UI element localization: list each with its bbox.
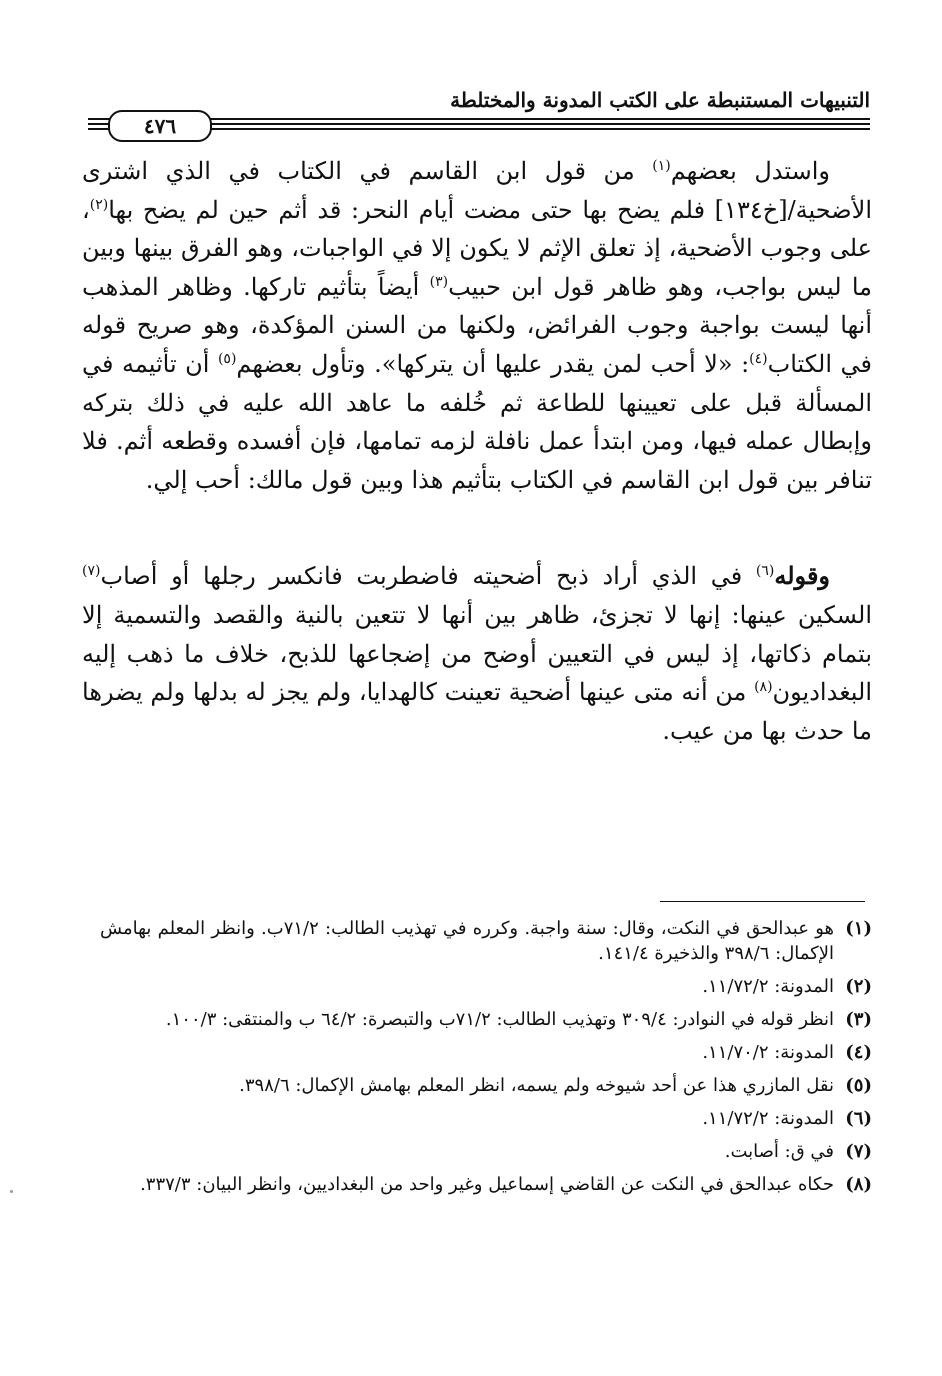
footnote (100, 1172, 872, 1197)
page-number: ٤٧٦ (108, 110, 212, 142)
text-run: ، على وجوب الأضحية، إذ تعلق الإثم لا يكون إلا في الواجبات، وهو الفرق بينها وبين ما ليس بواجب، وهو ظاهر قول ابن حبيب (82, 195, 872, 301)
footnote-number: (٧) (845, 1141, 872, 1162)
footnote-number: (٨) (845, 1174, 872, 1195)
footnote-ref[interactable]: (٤) (749, 350, 768, 367)
footnote-ref[interactable]: (٦) (755, 563, 775, 580)
paragraph (82, 152, 872, 499)
main-text (82, 152, 872, 750)
footnote (100, 1007, 872, 1032)
paragraph (82, 557, 872, 750)
footnote-ref[interactable]: (٣) (429, 273, 449, 290)
footnote (100, 1073, 872, 1098)
footnote-ref[interactable]: (٢) (89, 196, 109, 213)
footnote (100, 974, 872, 999)
footnote-number: (٤) (845, 1042, 872, 1063)
footnote-number: (٥) (845, 1075, 872, 1096)
text-run: من أنه متى عينها أضحية تعينت كالهدايا، ولم يجز له بدلها ولم يضرها ما حدث بها من عيب. (82, 678, 872, 745)
footnotes-list (100, 916, 872, 1205)
page-header (88, 88, 870, 138)
footnote (100, 1040, 872, 1065)
footnote-text: نقل المازري هذا عن أحد شيوخه ولم يسمه، انظر المعلم بهامش الإكمال: ٣٩٨/٦. (239, 1075, 834, 1096)
footnote-ref[interactable]: (٥) (217, 350, 237, 367)
footnote-text: في ق: أصابت. (724, 1141, 834, 1162)
footnote-text: المدونة: ١١/٧٢/٢. (702, 976, 834, 997)
footnote-text: المدونة: ١١/٧٠/٢. (702, 1042, 834, 1063)
text-run: أيضاً بتأثيم تاركها. وظاهر المذهب أنها ليست بواجبة وجوب الفرائض، ولكنها من السنن المؤكدة، وهو صريح قوله في الكتاب (82, 272, 872, 378)
running-title: التنبيهات المستنبطة على الكتب المدونة والمختلطة (450, 88, 870, 112)
footnote-text: انظر قوله في النوادر: ٣٠٩/٤ وتهذيب الطالب: ٧١/٢ب والتبصرة: ٦٤/٢ ب والمنتقى: ١٠٠/٣. (165, 1009, 834, 1030)
footnote-number: (١) (845, 918, 872, 939)
footnote (100, 916, 872, 966)
footnote-text: المدونة: ١١/٧٢/٢. (702, 1108, 834, 1129)
text-run: السكين عينها: إنها لا تجزئ، ظاهر بين أنها لا تتعين بالنية والقصد والتسمية إلا بتمام ذكاتها، إذ ليس في التعيين أوضح من إضجاعها للذبح، خلاف ما ذهب إليه البغداديون (82, 600, 873, 707)
footnote-ref[interactable]: (١) (652, 158, 671, 174)
text-run: أن تأثيمه في المسألة قبل على تعيينها للطاعة ثم خُلفه ما عاهد الله عليه في ذلك بتركه وإبطال عمله فيها، ومن ابتدأ عمل نافلة لزمه تمامها، فإن أفسده وقطعه أثم. فلا تنافر بين قول ابن القاسم في الكتاب بتأثيم هذا وبين قول مالك: أحب إلي. (82, 349, 872, 494)
text-run: : «لا أحب لمن يقدر عليها أن يتركها». وتأول بعضهم (236, 349, 750, 378)
scan-artifact (10, 1190, 13, 1193)
footnote-ref[interactable]: (٧) (82, 563, 101, 580)
text-run: واستدل بعضهم (670, 157, 830, 185)
footnote-text: حكاه عبدالحق في النكت عن القاضي إسماعيل وغير واحد من البغداديين، وانظر البيان: ٣٣٧/٣. (140, 1174, 834, 1195)
lead-word: وقوله (774, 561, 830, 591)
header-rule (88, 114, 870, 138)
footnote-number: (٢) (845, 976, 872, 997)
text-run: في الذي أراد ذبح أضحيته فاضطربت فانكسر رجلها أو أصاب (100, 562, 756, 591)
footnote (100, 1106, 872, 1131)
footnote-number: (٦) (845, 1108, 872, 1129)
footnote-separator (660, 901, 865, 902)
footnote-text: هو عبدالحق في النكت، وقال: سنة واجبة. وكرره في تهذيب الطالب: ٧١/٢ب. وانظر المعلم بهامش الإكمال: ٣٩٨/٦ والذخيرة ١٤١/٤. (100, 918, 834, 964)
footnote (100, 1139, 872, 1164)
text-run: من قول ابن القاسم في الكتاب في الذي اشترى الأضحية/[خ١٣٤] فلم يضح بها حتى مضت أيام النحر: قد أثم حين لم يضح بها (82, 157, 872, 224)
footnote-ref[interactable]: (٨) (754, 679, 773, 696)
footnote-number: (٣) (845, 1009, 872, 1030)
